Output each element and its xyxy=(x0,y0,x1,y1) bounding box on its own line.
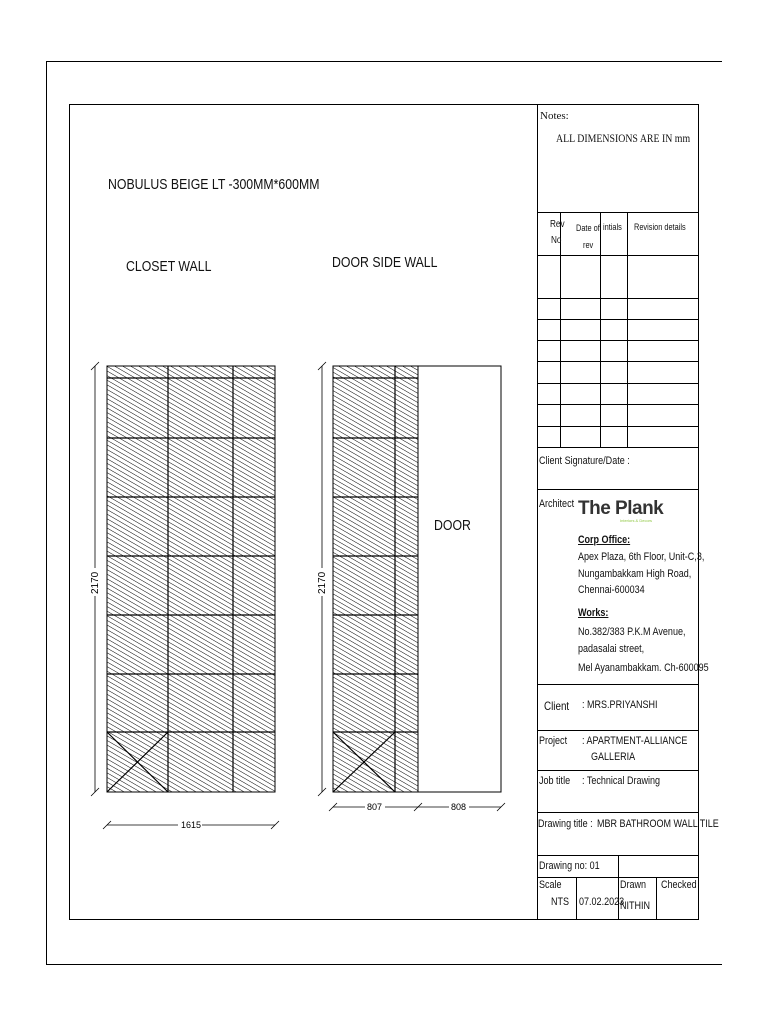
job-title-value: : Technical Drawing xyxy=(582,775,661,787)
height-dim-left-text: 2170 xyxy=(90,571,101,594)
project-value-1: : APARTMENT-ALLIANCE xyxy=(582,735,688,747)
corp-office-line-3: Chennai-600034 xyxy=(578,584,645,596)
tb-line-rev-8 xyxy=(537,447,699,448)
tb-rev-col-1 xyxy=(560,212,561,447)
scale-label: Scale xyxy=(539,879,562,891)
tb-line-client xyxy=(537,730,699,731)
architect-label: Architect xyxy=(539,498,575,510)
project-label: Project xyxy=(539,735,568,747)
corp-office-label: Corp Office: xyxy=(578,534,631,546)
tb-line-job xyxy=(537,812,699,813)
tb-line-rev-1 xyxy=(537,298,699,299)
project-value-2: GALLERIA xyxy=(591,751,636,763)
width-dim-left-text: 1615 xyxy=(181,820,202,830)
width-dimension-right xyxy=(329,801,505,813)
width-dimension-left xyxy=(103,819,279,831)
client-value: : MRS.PRIYANSHI xyxy=(582,699,658,711)
height-dimension-left xyxy=(88,362,102,796)
tb-line-architect xyxy=(537,684,699,685)
scale-value: NTS xyxy=(551,896,570,908)
corp-office-line-1: Apex Plaza, 6th Floor, Unit-C,3, xyxy=(578,551,705,563)
drawing-title-label: Drawing title : xyxy=(538,818,593,830)
works-line-2: padasalai street, xyxy=(578,643,645,655)
outer-frame-bottom xyxy=(46,964,722,965)
corp-office-line-2: Nungambakkam High Road, xyxy=(578,568,692,580)
drawn-value: NITHIN xyxy=(620,900,651,912)
tb-line-notes xyxy=(537,212,699,213)
tb-line-rev-5 xyxy=(537,383,699,384)
tb-line-rev-7 xyxy=(537,426,699,427)
tb-line-rev-4 xyxy=(537,361,699,362)
rev-no-label-2: No xyxy=(551,235,562,246)
title-block-divider xyxy=(537,104,538,920)
drawn-label: Drawn xyxy=(620,879,647,891)
tb-drawno-col xyxy=(618,855,619,877)
tb-line-signature xyxy=(537,489,699,490)
tb-line-rev-6 xyxy=(537,404,699,405)
initials-label: intials xyxy=(603,222,622,232)
logo-text: The Plank xyxy=(578,498,664,519)
door-label: DOOR xyxy=(434,517,471,534)
tb-line-rev-header xyxy=(537,255,699,256)
client-signature-label: Client Signature/Date : xyxy=(539,455,630,467)
width-dim-right-a-text: 807 xyxy=(367,802,383,812)
height-dim-right-text: 2170 xyxy=(317,571,328,594)
width-dim-right-b-text: 808 xyxy=(451,802,467,812)
date-value: 07.02.2023 xyxy=(579,896,625,908)
works-line-1: No.382/383 P.K.M Avenue, xyxy=(578,626,686,638)
drawing-title: NOBULUS BEIGE LT -300MM*600MM xyxy=(108,176,320,193)
closet-wall-label: CLOSET WALL xyxy=(126,258,212,275)
door-side-wall-elevation xyxy=(333,366,501,792)
logo-tagline: Interiors & Decors xyxy=(620,518,653,523)
tb-rev-col-2 xyxy=(600,212,601,447)
notes-text: ALL DIMENSIONS ARE IN mm xyxy=(556,131,691,145)
tb-line-rev-3 xyxy=(537,340,699,341)
checked-label: Checked xyxy=(661,879,697,891)
tb-line-rev-2 xyxy=(537,319,699,320)
closet-wall-elevation xyxy=(107,366,275,792)
works-label: Works: xyxy=(578,607,609,619)
job-title-label: Job title xyxy=(539,775,571,787)
notes-label: Notes: xyxy=(540,110,569,122)
client-label: Client xyxy=(544,699,570,713)
door-side-wall-label: DOOR SIDE WALL xyxy=(332,254,438,271)
drawing-no: Drawing no: 01 xyxy=(539,860,600,872)
works-line-3: Mel Ayanambakkam. Ch-600095 xyxy=(578,662,709,674)
date-of-rev-label-1: Date of xyxy=(576,223,600,233)
date-of-rev-label-2: rev xyxy=(583,240,594,250)
tb-bottom-col-3 xyxy=(656,877,657,920)
drawing-title-value: MBR BATHROOM WALL TILE xyxy=(597,818,719,830)
the-plank-logo xyxy=(578,498,664,526)
tb-bottom-col-1 xyxy=(576,877,577,920)
tb-rev-col-3 xyxy=(627,212,628,447)
rev-no-label-1: Rev xyxy=(550,219,565,230)
tb-line-project xyxy=(537,770,699,771)
height-dimension-right xyxy=(315,362,329,796)
revision-details-label: Revision details xyxy=(634,222,686,232)
